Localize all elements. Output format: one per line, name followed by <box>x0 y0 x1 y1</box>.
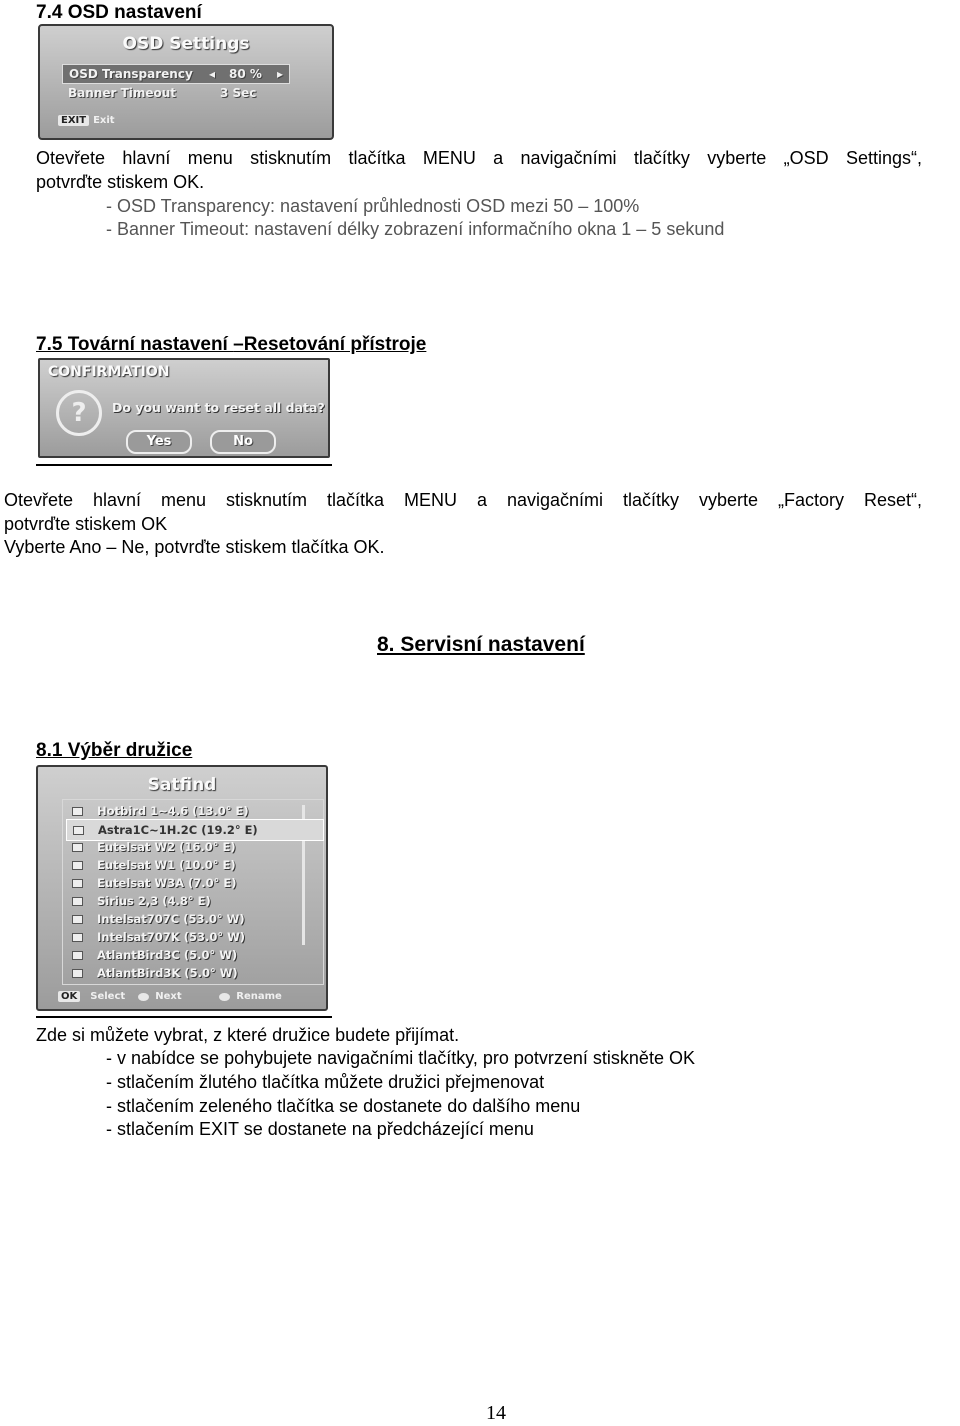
osd-instruction-line2: potvrďte stiskem OK. <box>36 172 205 192</box>
satfind-instruction: Zde si můžete vybrat, z které družice budete přijímat. <box>36 1025 460 1045</box>
screenshot-divider <box>36 1016 332 1018</box>
satfind-footer <box>58 991 282 1002</box>
next-label: Next <box>155 991 182 1002</box>
satfind-title: Satfind <box>147 775 217 795</box>
page-number: 14 <box>486 1402 506 1424</box>
checkbox-icon <box>73 826 84 835</box>
checkbox-icon <box>72 915 83 924</box>
satellite-item: Eutelsat W2 (16.0° E) <box>66 837 322 857</box>
osd-bullet-transparency: - OSD Transparency: nastavení průhlednosti OSD mezi 50 – 100% <box>106 196 640 216</box>
osd-bullet-timeout: - Banner Timeout: nastavení délky zobrazení informačního okna 1 – 5 sekund <box>106 219 725 239</box>
osd-settings-screenshot <box>38 24 334 140</box>
no-button: No <box>210 430 276 454</box>
checkbox-icon <box>72 951 83 960</box>
arrow-right-icon: ▸ <box>276 67 283 81</box>
heading-7-4: 7.4 OSD nastavení <box>36 2 202 23</box>
satellite-item: AtlantBird3C (5.0° W) <box>66 945 322 965</box>
satellite-item: Eutelsat W3A (7.0° E) <box>66 873 322 893</box>
exit-label: Exit <box>93 115 115 126</box>
satellite-item-selected: Astra1C~1H.2C (19.2° E) <box>66 819 324 841</box>
heading-8: 8. Servisní nastavení <box>377 633 585 656</box>
confirmation-screenshot <box>38 358 330 458</box>
satfind-screenshot <box>36 765 328 1011</box>
satellite-item: Intelsat707C (53.0° W) <box>66 909 322 929</box>
checkbox-icon <box>72 933 83 942</box>
heading-7-5 <box>36 334 426 356</box>
yellow-button-icon <box>219 993 230 1001</box>
arrow-left-icon: ◂ <box>208 67 215 81</box>
heading-7-5-rest: –Resetování přístroje <box>233 334 427 355</box>
satfind-bullet: - stlačením EXIT se dostanete na předcházející menu <box>106 1119 534 1139</box>
reset-instruction-line3: Vyberte Ano – Ne, potvrďte stiskem tlačítka OK. <box>4 537 385 557</box>
satfind-bullet: - v nabídce se pohybujete navigačními tlačítky, pro potvrzení stiskněte OK <box>106 1048 695 1068</box>
osd-exit-hint <box>58 115 115 126</box>
osd-transparency-value: 80 % <box>228 67 262 81</box>
ok-key-icon: OK <box>58 991 80 1002</box>
heading-7-5-num: 7.5 Tovární nastavení <box>36 334 234 355</box>
exit-key-icon: EXIT <box>58 115 89 126</box>
confirmation-title: CONFIRMATION <box>48 364 170 380</box>
checkbox-icon <box>72 861 83 870</box>
screenshot-divider <box>36 464 332 466</box>
checkbox-icon <box>72 969 83 978</box>
satfind-bullet: - stlačením žlutého tlačítka můžete družici přejmenovat <box>106 1072 545 1092</box>
satfind-bullet: - stlačením zeleného tlačítka se dostanete do dalšího menu <box>106 1096 581 1116</box>
select-label: Select <box>90 991 126 1002</box>
banner-timeout-row <box>62 84 290 102</box>
satellite-item: Sirius 2,3 (4.8° E) <box>66 891 322 911</box>
checkbox-icon <box>72 879 83 888</box>
reset-instruction-line2: potvrďte stiskem OK <box>4 514 168 534</box>
reset-instruction-line1: Otevřete hlavní menu stisknutím tlačítka MENU a navigačními tlačítky vyberte „Factory Reset“, <box>4 490 922 510</box>
satellite-item: Eutelsat W1 (10.0° E) <box>66 855 322 875</box>
osd-instruction-line1: Otevřete hlavní menu stisknutím tlačítka MENU a navigačními tlačítky vyberte „OSD Settings“, <box>36 148 922 168</box>
checkbox-icon <box>72 897 83 906</box>
osd-transparency-label: OSD Transparency <box>69 67 193 81</box>
satellite-item: AtlantBird3K (5.0° W) <box>66 963 322 983</box>
banner-timeout-value: 3 Sec <box>220 86 257 100</box>
satellite-item: Hotbird 1~4.6 (13.0° E) <box>66 801 322 821</box>
heading-8-1: 8.1 Výběr družice <box>36 740 193 761</box>
osd-settings-title: OSD Settings <box>122 34 250 54</box>
osd-transparency-row <box>62 64 290 84</box>
yes-button: Yes <box>126 430 192 454</box>
confirmation-question: Do you want to reset all data? <box>112 400 325 415</box>
banner-timeout-label: Banner Timeout <box>68 86 177 100</box>
satellite-item: Intelsat707K (53.0° W) <box>66 927 322 947</box>
checkbox-icon <box>72 843 83 852</box>
rename-label: Rename <box>236 991 282 1002</box>
checkbox-icon <box>72 807 83 816</box>
green-button-icon <box>138 993 149 1001</box>
question-icon: ? <box>56 390 102 436</box>
